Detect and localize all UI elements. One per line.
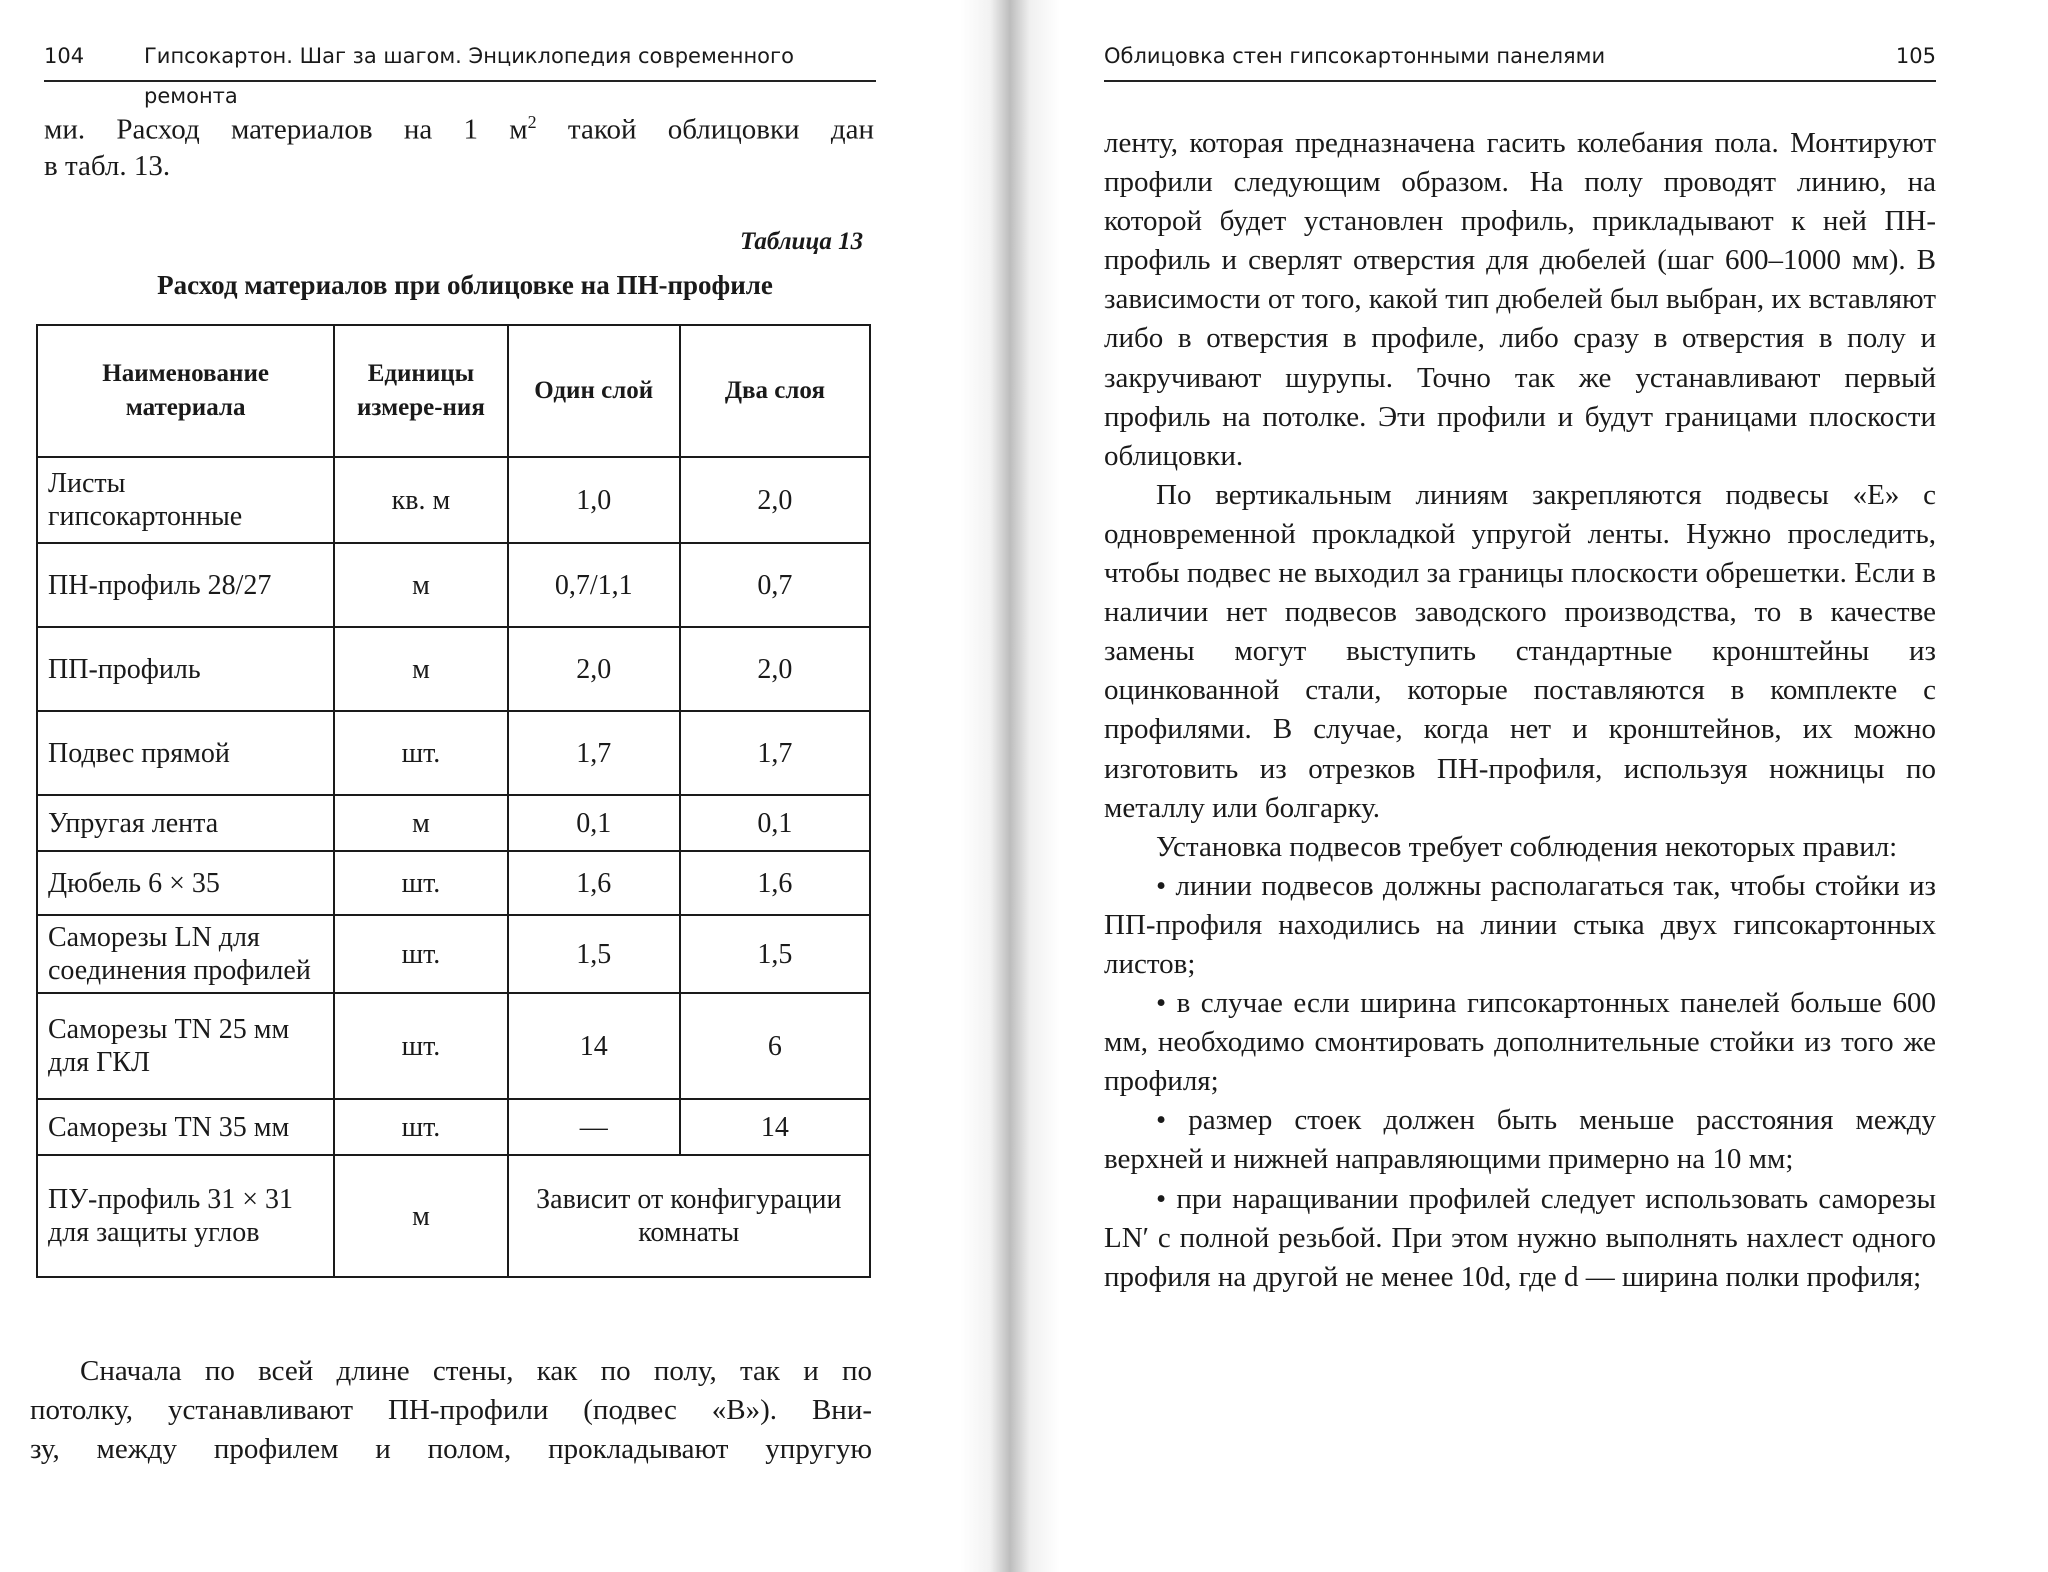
cell-units: шт.: [334, 851, 507, 915]
page-number-left: 104: [44, 44, 85, 68]
intro-line-2: в табл. 13.: [44, 150, 171, 182]
header-units: Единицы измере-ния: [334, 325, 507, 457]
table-row: [37, 543, 870, 627]
page-number-right: 105: [1895, 44, 1936, 68]
left-running-head: [44, 36, 876, 108]
cell-one-layer: 14: [508, 993, 680, 1099]
cell-one-layer: —: [508, 1099, 680, 1155]
cell-material: Дюбель 6 × 35: [37, 851, 334, 915]
cell-one-layer: 0,7/1,1: [508, 543, 680, 627]
table-row: [37, 851, 870, 915]
cell-material: Саморезы TN 25 мм для ГКЛ: [37, 993, 334, 1099]
right-running-head: [1104, 36, 1936, 82]
table-row: [37, 457, 870, 543]
cell-two-layers: 6: [680, 993, 870, 1099]
bottom-line-2: потолку, устанавливают ПН-профили (подвес «В»). Вни-: [30, 1394, 872, 1426]
table-header-row: [37, 325, 870, 457]
cell-units: м: [334, 795, 507, 851]
intro-line-1: ми. Расход материалов на 1 $м^2$ такой облицовки дан: [44, 112, 874, 146]
right-page-body: [1104, 124, 1936, 1297]
cell-one-layer: 1,5: [508, 915, 680, 993]
superscript: 2: [527, 112, 537, 132]
cell-material: Упругая лента: [37, 795, 334, 851]
running-head-title-right: Облицовка стен гипсокартонными панелями: [1104, 44, 1606, 68]
table-row: [37, 993, 870, 1099]
cell-one-layer: 1,7: [508, 711, 680, 795]
table-row: [37, 1099, 870, 1155]
cell-units: кв. м: [334, 457, 507, 543]
table-row: [37, 627, 870, 711]
table-row: [37, 711, 870, 795]
running-head-title-left: Гипсокартон. Шаг за шагом. Энциклопедия современного ремонта: [144, 44, 794, 108]
table-row: [37, 795, 870, 851]
cell-two-layers: 1,5: [680, 915, 870, 993]
cell-one-layer: 1,6: [508, 851, 680, 915]
cell-units: шт.: [334, 1099, 507, 1155]
paragraph-2: По вертикальным линиям закрепляются подвесы «Е» с одновременной прокладкой упругой ленты. Нужно проследить, чтобы подвес не выходил за границы плоскости обрешетки. Если в наличии нет подвесов заводского производства, то в качестве замены могут выступить стандартные кронштейны из оцинкованной стали, которые поставляются в комплекте с профилями. В случае, когда нет и кронштейнов, их можно изготовить из отрезков ПН-профиля, используя ножницы по металлу или болгарку.: [1104, 478, 1936, 824]
cell-material: ПН-профиль 28/27: [37, 543, 334, 627]
cell-material: Саморезы LN для соединения профилей: [37, 915, 334, 993]
cell-merged-note: Зависит от конфигурации комнаты: [508, 1155, 870, 1277]
cell-one-layer: 2,0: [508, 627, 680, 711]
cell-material: Подвес прямой: [37, 711, 334, 795]
table-row: [37, 1155, 870, 1277]
cell-units: м: [334, 1155, 507, 1277]
cell-units: м: [334, 627, 507, 711]
cell-material: Саморезы TN 35 мм: [37, 1099, 334, 1155]
list-item: • в случае если ширина гипсокартонных панелей больше 600 мм, необходимо смонтировать дополнительные стойки из того же профиля;: [1104, 987, 1936, 1098]
cell-two-layers: 0,1: [680, 795, 870, 851]
table-title: Расход материалов при облицовке на ПН-профиле: [157, 270, 773, 300]
bottom-line-3: зу, между профилем и полом, прокладывают упругую: [30, 1433, 872, 1465]
list-item: • при наращивании профилей следует использовать саморезы LN′ с полной резьбой. При этом нужно выполнять нахлест одного профиля на другой не менее 10d, где d — ширина полки профиля;: [1104, 1182, 1936, 1293]
cell-two-layers: 0,7: [680, 543, 870, 627]
header-material: Наименование материала: [37, 325, 334, 457]
cell-units: м: [334, 543, 507, 627]
header-two-layers: Два слоя: [680, 325, 870, 457]
cell-units: шт.: [334, 711, 507, 795]
cell-two-layers: 14: [680, 1099, 870, 1155]
cell-two-layers: 1,7: [680, 711, 870, 795]
paragraph-1: ленту, которая предназначена гасить колебания пола. Монтируют профили следующим образом. На полу проводят линию, на которой будет установлен профиль, прикладывают к ней ПН-профиль и сверлят отверстия для дюбелей (шаг 600–1000 мм). В зависимости от того, какой тип дюбелей был выбран, их вставляют либо в отверстия в профиле, либо сразу в отверстия в полу и закручивают шурупы. Точно так же устанавливают первый профиль на потолке. Эти профили и будут границами плоскости облицовки.: [1104, 127, 1936, 472]
table-caption: Таблица 13: [740, 228, 864, 255]
cell-two-layers: 2,0: [680, 627, 870, 711]
left-page: [0, 0, 1010, 1572]
cell-one-layer: 1,0: [508, 457, 680, 543]
bottom-line-1: Сначала по всей длине стены, как по полу, так и по: [80, 1355, 872, 1387]
header-one-layer: Один слой: [508, 325, 680, 457]
rules-list: [1104, 867, 1936, 1297]
cell-material: Листы гипсокартонные: [37, 457, 334, 543]
list-item: • размер стоек должен быть меньше расстояния между верхней и нижней направляющими примерно на 10 мм;: [1104, 1104, 1936, 1176]
materials-table: [36, 324, 871, 1278]
cell-two-layers: 1,6: [680, 851, 870, 915]
cell-one-layer: 0,1: [508, 795, 680, 851]
cell-two-layers: 2,0: [680, 457, 870, 543]
right-page: [1010, 0, 2048, 1572]
table-row: [37, 915, 870, 993]
paragraph-3: Установка подвесов требует соблюдения некоторых правил:: [1156, 830, 1898, 863]
list-item: • линии подвесов должны располагаться так, чтобы стойки из ПП-профиля находились на линии стыка двух гипсокартонных листов;: [1104, 869, 1936, 980]
cell-units: шт.: [334, 915, 507, 993]
cell-material: ПП-профиль: [37, 627, 334, 711]
cell-material: ПУ-профиль 31 × 31 для защиты углов: [37, 1155, 334, 1277]
cell-units: шт.: [334, 993, 507, 1099]
